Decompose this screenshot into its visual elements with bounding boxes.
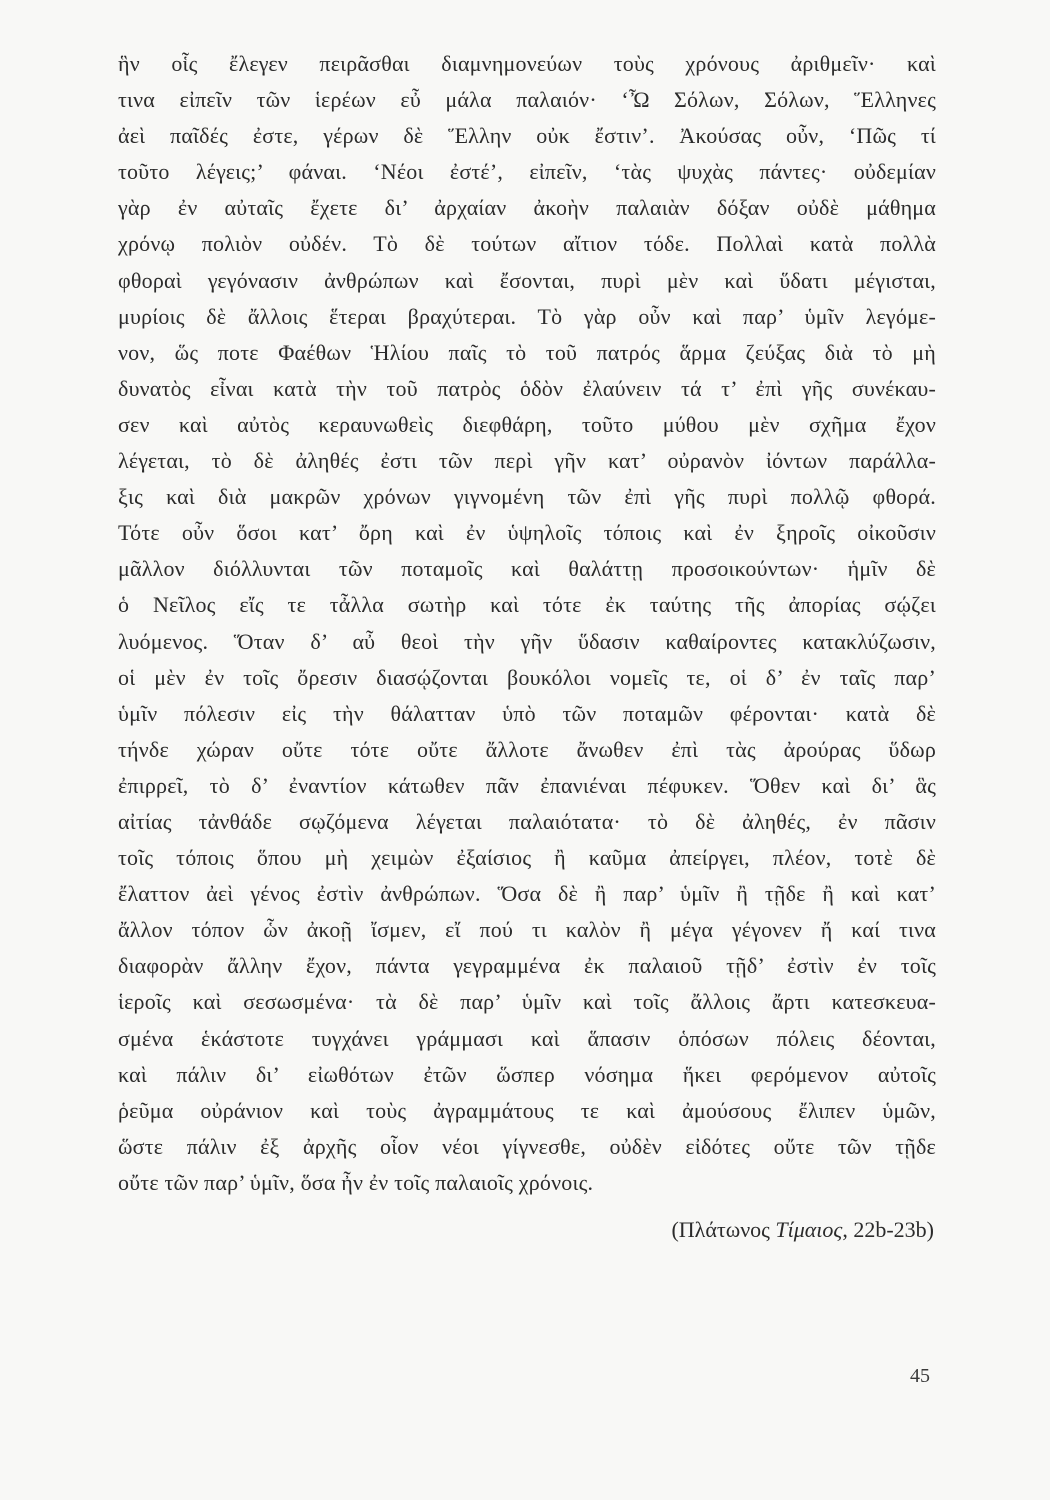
text-line: χρόνῳ πολιὸν οὐδέν. Τὸ δὲ τούτων αἴτιον τόδε. Πολλαὶ κατὰ πολλὰ	[118, 231, 936, 257]
text-line: ἐπιρρεῖ, τὸ δ’ ἐναντίον κάτωθεν πᾶν ἐπανιέναι πέφυκεν. Ὅθεν καὶ δι’ ἃς	[118, 772, 936, 798]
greek-passage	[118, 46, 936, 1201]
text-line: ὁ Νεῖλος εἴς τε τἆλλα σωτὴρ καὶ τότε ἐκ ταύτης τῆς ἀπορίας σῴζει	[118, 592, 936, 618]
text-line-last: οὔτε τῶν παρ’ ὑμῖν, ὅσα ἦν ἐν τοῖς παλαιοῖς χρόνοις.	[118, 1169, 594, 1195]
text-line: ἱεροῖς καὶ σεσωσμένα· τὰ δὲ παρ’ ὑμῖν καὶ τοῖς ἄλλοις ἄρτι κατεσκευα-	[118, 989, 936, 1015]
text-line: ξις καὶ διὰ μακρῶν χρόνων γιγνομένη τῶν ἐπὶ γῆς πυρὶ πολλῷ φθορά.	[118, 484, 936, 510]
text-line: ῥεῦμα οὐράνιον καὶ τοὺς ἀγραμμάτους τε καὶ ἀμούσους ἔλιπεν ὑμῶν,	[118, 1097, 936, 1123]
text-line: γὰρ ἐν αὐταῖς ἔχετε δι’ ἀρχαίαν ἀκοὴν παλαιὰν δόξαν οὐδὲ μάθημα	[118, 195, 936, 221]
text-line: νον, ὥς ποτε Φαέθων Ἡλίου παῖς τὸ τοῦ πατρός ἅρμα ζεύξας διὰ τὸ μὴ	[118, 339, 936, 365]
citation-reference: , 22b-23b)	[842, 1217, 934, 1242]
page-number: 45	[910, 1365, 930, 1387]
text-line: μᾶλλον διόλλυνται τῶν ποταμοῖς καὶ θαλάττῃ προσοικούντων· ἡμῖν δὲ	[118, 556, 936, 582]
text-line: ἣν οἷς ἔλεγεν πειρᾶσθαι διαμνημονεύων τοὺς χρόνους ἀριθμεῖν· καὶ	[118, 51, 936, 76]
text-line: αἰτίας τἀνθάδε σῳζόμενα λέγεται παλαιότατα· τὸ δὲ ἀληθές, ἐν πᾶσιν	[118, 808, 936, 834]
text-line: ἀεὶ παῖδές ἐστε, γέρων δὲ Ἕλλην οὐκ ἔστιν’. Ἀκούσας οὖν, ‘Πῶς τί	[118, 123, 936, 149]
citation-author: (Πλάτωνος	[671, 1217, 776, 1242]
text-line: οἱ μὲν ἐν τοῖς ὄρεσιν διασῴζονται βουκόλοι νομεῖς τε, οἱ δ’ ἐν ταῖς παρ’	[118, 664, 936, 690]
text-line: μυρίοις δὲ ἄλλοις ἕτεραι βραχύτεραι. Τὸ γὰρ οὖν καὶ παρ’ ὑμῖν λεγόμε-	[118, 303, 936, 329]
text-line: δυνατὸς εἶναι κατὰ τὴν τοῦ πατρὸς ὁδὸν ἐλαύνειν τά τ’ ἐπὶ γῆς συνέκαυ-	[118, 375, 936, 401]
text-line: ἄλλον τόπον ὧν ἀκοῇ ἴσμεν, εἴ πού τι καλὸν ἢ μέγα γέγονεν ἤ καί τινα	[118, 917, 936, 943]
text-line: λέγεται, τὸ δὲ ἀληθές ἐστι τῶν περὶ γῆν κατ’ οὐρανὸν ἰόντων παράλλα-	[118, 448, 936, 474]
text-line: ὑμῖν πόλεσιν εἰς τὴν θάλατταν ὑπὸ τῶν ποταμῶν φέρονται· κατὰ δὲ	[118, 700, 936, 726]
text-line: τοῖς τόποις ὅπου μὴ χειμὼν ἐξαίσιος ἢ καῦμα ἀπείργει, πλέον, τοτὲ δὲ	[118, 845, 936, 871]
text-line: τήνδε χώραν οὔτε τότε οὔτε ἄλλοτε ἄνωθεν ἐπὶ τὰς ἀρούρας ὕδωρ	[118, 736, 936, 762]
text-line: φθοραὶ γεγόνασιν ἀνθρώπων καὶ ἔσονται, πυρὶ μὲν καὶ ὕδατι μέγισται,	[118, 267, 936, 293]
text-line: ὥστε πάλιν ἐξ ἀρχῆς οἷον νέοι γίγνεσθε, οὐδὲν εἰδότες οὔτε τῶν τῇδε	[118, 1133, 936, 1159]
text-line: σεν καὶ αὐτὸς κεραυνωθεὶς διεφθάρη, τοῦτο μύθου μὲν σχῆμα ἔχον	[118, 411, 936, 437]
text-line: ἔλαττον ἀεὶ γένος ἐστὶν ἀνθρώπων. Ὅσα δὲ ἢ παρ’ ὑμῖν ἢ τῇδε ἢ καὶ κατ’	[118, 881, 936, 907]
text-line: τινα εἰπεῖν τῶν ἱερέων εὖ μάλα παλαιόν· ‘Ὦ Σόλων, Σόλων, Ἕλληνες	[118, 87, 936, 113]
citation-work-title: Τίμαιος	[775, 1217, 843, 1242]
text-line: τοῦτο λέγεις;’ φάναι. ‘Νέοι ἐστέ’, εἰπεῖν, ‘τὰς ψυχὰς πάντες· οὐδεμίαν	[118, 159, 936, 185]
text-line: Τότε οὖν ὅσοι κατ’ ὄρη καὶ ἐν ὑψηλοῖς τόποις καὶ ἐν ξηροῖς οἰκοῦσιν	[118, 520, 936, 546]
text-line: καὶ πάλιν δι’ εἰωθότων ἐτῶν ὥσπερ νόσημα ἥκει φερόμενον αὐτοῖς	[118, 1061, 936, 1087]
text-line: λυόμενος. Ὅταν δ’ αὖ θεοὶ τὴν γῆν ὕδασιν καθαίροντες κατακλύζωσιν,	[118, 628, 936, 654]
text-line: διαφορὰν ἄλλην ἔχον, πάντα γεγραμμένα ἐκ παλαιοῦ τῇδ’ ἐστὶν ἐν τοῖς	[118, 953, 936, 979]
text-line: σμένα ἑκάστοτε τυγχάνει γράμμασι καὶ ἅπασιν ὁπόσων πόλεις δέονται,	[118, 1025, 936, 1051]
source-citation	[671, 1212, 934, 1248]
